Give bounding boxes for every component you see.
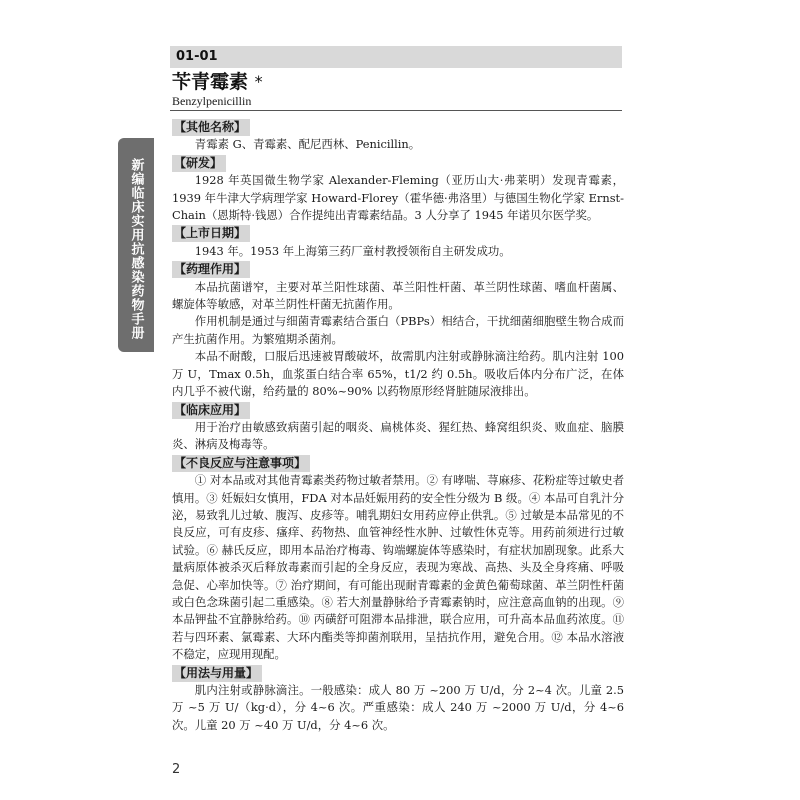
section-clinical-use [172, 401, 624, 454]
section-market-date [172, 224, 624, 260]
section-heading: 【其他名称】 [172, 119, 250, 136]
section-paragraph: 本品不耐酸，口服后迅速被胃酸破坏，故需肌内注射或静脉滴注给药。肌内注射 100 万 U，Tmax 0.5h，血浆蛋白结合率 65%，t1/2 约 0.5h。吸收后体内分布广泛，在体内几乎不被代谢，给药量的 80%~90% 以药物原形经肾脏随尿液排出。 [172, 349, 624, 399]
section-heading: 【用法与用量】 [172, 665, 262, 682]
section-research [172, 154, 624, 225]
star-mark: * [254, 72, 263, 91]
section-paragraph: 用于治疗由敏感致病菌引起的咽炎、扁桃体炎、猩红热、蜂窝组织炎、败血症、脑膜炎、淋病及梅毒等。 [172, 419, 624, 452]
section-heading: 【不良反应与注意事项】 [172, 455, 310, 472]
section-heading: 【临床应用】 [172, 402, 250, 419]
section-heading: 【上市日期】 [172, 225, 250, 242]
section-paragraph: 作用机制是通过与细菌青霉素结合蛋白（PBPs）相结合，干扰细菌细胞壁生物合成而产生抗菌作用。为繁殖期杀菌剂。 [172, 314, 624, 346]
section-dosage [172, 664, 624, 735]
section-heading: 【研发】 [172, 155, 226, 172]
section-paragraph: 本品抗菌谱窄，主要对革兰阳性球菌、革兰阳性杆菌、革兰阴性球菌、嗜血杆菌属、螺旋体等敏感，对革兰阴性杆菌无抗菌作用。 [172, 279, 624, 312]
section-paragraph: 肌内注射或静脉滴注。一般感染：成人 80 万 ~200 万 U/d，分 2~4 次。儿童 2.5 万 ~5 万 U/（kg·d），分 4~6 次。严重感染：成人 240 万 ~2000 万 U/d，分 4~6 次。儿童 20 万 ~40 万 U/d，分 4~6 次。 [172, 683, 624, 732]
content-body [172, 118, 624, 734]
section-paragraph: 1928 年英国微生物学家 Alexander-Fleming（亚历山大·弗莱明）发现青霉素，1939 年牛津大学病理学家 Howard-Florey（霍华德·弗洛里）与德国生物化学家 Ernst-Chain（恩斯特·钱恩）合作提纯出青霉素结晶。3 人分享了 1945 年诺贝尔医学奖。 [172, 173, 624, 223]
drug-name-english: Benzylpenicillin [172, 94, 252, 108]
section-paragraph: 1943 年。1953 年上海第三药厂童村教授领衔自主研发成功。 [194, 243, 511, 258]
drug-title [172, 70, 263, 94]
section-paragraph: ① 对本品或对其他青霉素类药物过敏者禁用。② 有哮喘、荨麻疹、花粉症等过敏史者慎用。③ 妊娠妇女慎用，FDA 对本品妊娠用药的安全性分级为 B 级。④ 本品可自乳汁分泌，易致乳儿过敏、腹泻、皮疹等。哺乳期妇女用药应停止供乳。⑤ 过敏是本品常见的不良反应，可有皮疹、瘙痒、药物热、血管神经性水肿、过敏性休克等。用药前须进行过敏试验。⑥ 赫氏反应，即用本品治疗梅毒、钩端螺旋体等感染时，有症状加剧现象。此系大量病原体被杀灭后释放毒素而引起的全身反应，表现为寒战、高热、头及全身疼痛、呼吸急促、心率加快等。⑦ 治疗期间，有可能出现耐青霉素的金黄色葡萄球菌、革兰阴性杆菌或白色念珠菌引起二重感染。⑧ 若大剂量静脉给予青霉素钠时，应注意高血钠的出现。⑨ 本品钾盐不宜静脉给药。⑩ 丙磺舒可阻滞本品排泄，联合应用，可升高本品血药浓度。⑪ 若与四环素、氯霉素、大环内酯类等抑菌剂联用，呈拮抗作用，避免合用。⑫ 本品水溶液不稳定，应现用现配。 [172, 473, 624, 662]
title-divider [170, 110, 622, 111]
section-adverse-reactions [172, 454, 624, 664]
section-heading: 【药理作用】 [172, 261, 250, 278]
section-pharmacology [172, 260, 624, 400]
side-tab [118, 138, 154, 352]
entry-code: 01-01 [176, 49, 218, 64]
side-tab-label: 新编临床实用抗感染药物手册 [128, 158, 144, 340]
entry-code-bar [170, 46, 622, 68]
drug-name: 苄青霉素 [172, 71, 249, 93]
page-number: 2 [172, 762, 181, 777]
section-other-names [172, 118, 624, 154]
section-paragraph: 青霉素 G、青霉素、配尼西林、Penicillin。 [194, 137, 421, 152]
